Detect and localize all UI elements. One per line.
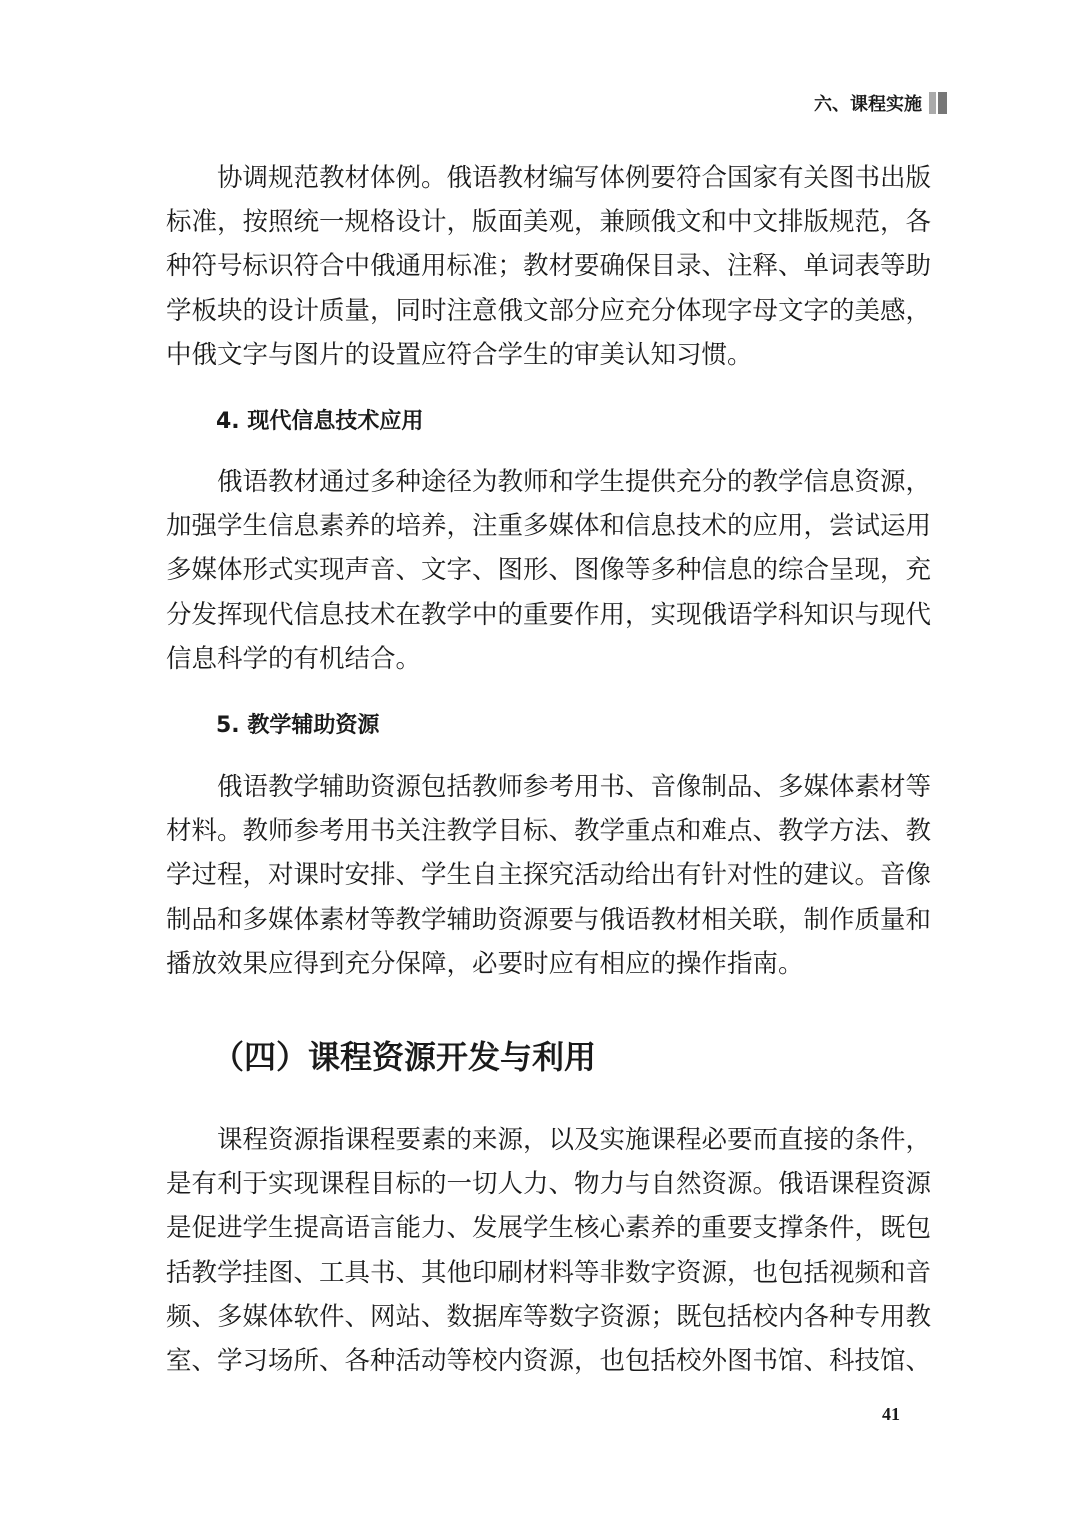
section-heading: （四）课程资源开发与利用 bbox=[212, 1038, 597, 1076]
text-line: 是有利于实现课程目标的一切人力、物力与自然资源。俄语课程资源 bbox=[166, 1169, 932, 1200]
text-line: 制品和多媒体素材等教学辅助资源要与俄语教材相关联，制作质量和 bbox=[166, 904, 932, 935]
text-line: 中俄文字与图片的设置应符合学生的审美认知习惯。 bbox=[166, 339, 753, 370]
text-line: 种符号标识符合中俄通用标准；教材要确保目录、注释、单词表等助 bbox=[166, 251, 932, 282]
text-line: 课程资源指课程要素的来源，以及实施课程必要而直接的条件， bbox=[166, 1125, 932, 1155]
header-bar-decoration bbox=[929, 92, 936, 114]
text-line: 俄语教材通过多种途径为教师和学生提供充分的教学信息资源， bbox=[166, 467, 932, 497]
text-line: 括教学挂图、工具书、其他印刷材料等非数字资源，也包括视频和音 bbox=[166, 1257, 932, 1288]
text-line: 俄语教学辅助资源包括教师参考用书、音像制品、多媒体素材等 bbox=[166, 772, 932, 802]
text-line: 材料。教师参考用书关注教学目标、教学重点和难点、教学方法、教 bbox=[166, 816, 932, 847]
text-line: 多媒体形式实现声音、文字、图形、图像等多种信息的综合呈现，充 bbox=[166, 555, 932, 586]
text-line: 分发挥现代信息技术在教学中的重要作用，实现俄语学科知识与现代 bbox=[166, 599, 932, 630]
text-line: 学板块的设计质量，同时注意俄文部分应充分体现字母文字的美感， bbox=[166, 295, 932, 326]
running-header: 六、课程实施 bbox=[814, 94, 922, 115]
text-line: 协调规范教材体例。俄语教材编写体例要符合国家有关图书出版 bbox=[166, 163, 932, 193]
text-line: 是促进学生提高语言能力、发展学生核心素养的重要支撑条件，既包 bbox=[166, 1213, 932, 1244]
subheading-aux-resources: 5. 教学辅助资源 bbox=[216, 713, 380, 738]
text-line: 播放效果应得到充分保障，必要时应有相应的操作指南。 bbox=[166, 948, 804, 979]
text-line: 学过程，对课时安排、学生自主探究活动给出有针对性的建议。音像 bbox=[166, 860, 932, 891]
header-bar-decoration bbox=[938, 92, 947, 114]
subheading-info-tech: 4. 现代信息技术应用 bbox=[216, 409, 424, 434]
text-line: 室、学习场所、各种活动等校内资源，也包括校外图书馆、科技馆、 bbox=[166, 1346, 932, 1376]
text-line: 标准，按照统一规格设计，版面美观，兼顾俄文和中文排版规范，各 bbox=[166, 207, 932, 238]
text-line: 信息科学的有机结合。 bbox=[166, 643, 422, 674]
text-line: 频、多媒体软件、网站、数据库等数字资源；既包括校内各种专用教 bbox=[166, 1301, 932, 1332]
text-line: 加强学生信息素养的培养，注重多媒体和信息技术的应用，尝试运用 bbox=[166, 511, 932, 542]
page-number: 41 bbox=[882, 1404, 900, 1424]
